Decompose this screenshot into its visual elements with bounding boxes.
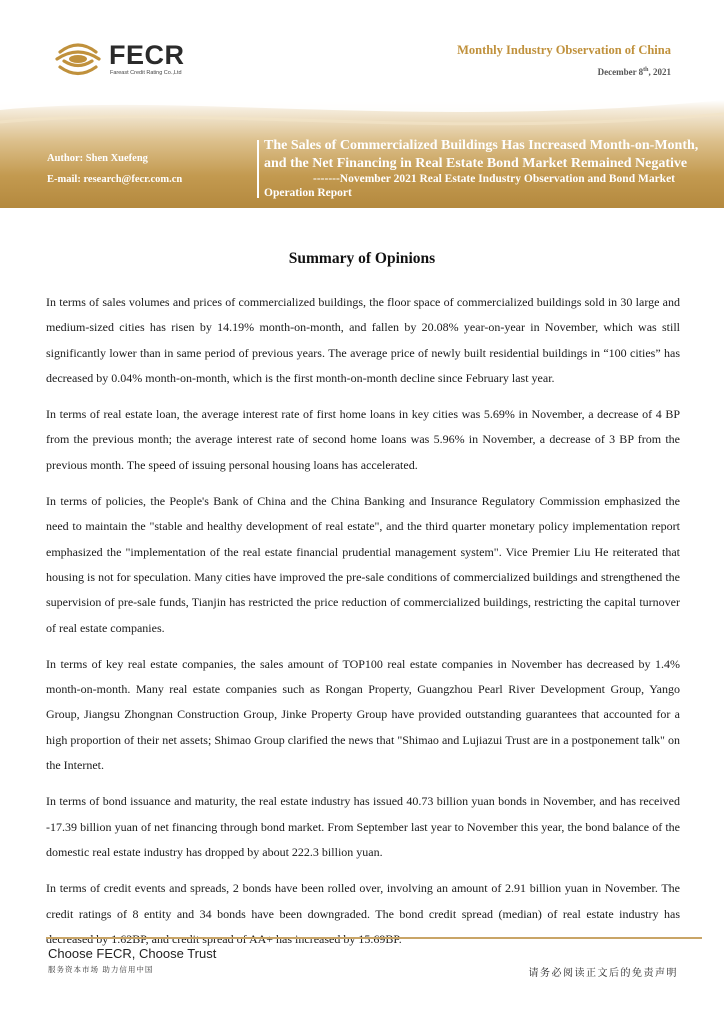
- logo-wordmark: FECR: [109, 40, 185, 70]
- report-subtitle-line-2: Operation Report: [264, 187, 352, 199]
- banner-divider: [257, 140, 259, 198]
- summary-heading: Summary of Opinions: [288, 250, 436, 267]
- paragraph-credit: In terms of credit events and spreads, 2 bonds have been rolled over, involving an amount of 2.91 billion yuan in November. The credit ratings of 8 entity and 34 bonds have been downgraded. The bond credit spread (median) of real estate industry has: [46, 881, 680, 921]
- paragraph-companies: In terms of key real estate companies, the sales amount of TOP100 real estate companies in November has decreased by 1.4% month-on-month. Many real estate companies such as Rongan Property, Guangzhou Pearl River Development Group, Yango Group, Jiangsu Zhongnan Construction Group, Jinke Property Group have provided outstanding guarantees that accounted for a high proportion of their net assets; Shimao Group clarified the news that "Shimao and Lujiazui Trust are in a postponement talk" on the Internet.: [46, 656, 680, 773]
- report-title-line-2: and the Net Financing in Real Estate Bond Market Remained Negative: [264, 156, 688, 171]
- paragraph-loans: In terms of real estate loan, the average interest rate of first home loans in key cities was 5.69% in November, a decrease of 4 BP from the previous month; the average interest rate of second home loans was 5.96% in November, a decrease of 3 BP from the previous month. The speed of issuing personal housing loans has accelerated.: [46, 407, 680, 472]
- fecr-logo: [54, 40, 214, 80]
- footer-slogan: Choose FECR, Choose Trust: [48, 946, 217, 961]
- fecr-logo-icon: [54, 40, 102, 78]
- footer-disclaimer: 请务必阅读正文后的免责声明: [528, 968, 678, 979]
- report-date: [598, 67, 671, 77]
- report-title-line-1: The Sales of Commercialized Buildings Has Increased Month-on-Month,: [264, 138, 699, 153]
- logo-subtitle: Fareast Credit Rating Co.,Ltd: [110, 70, 182, 76]
- paragraph-policies: In terms of policies, the People's Bank of China and the China Banking and Insurance Regulatory Commission emphasized the need to maintain the "stable and healthy development of real estate", and the third quarter monetary policy implementation report emphasized the "implementation of the real estate financial prudential management system". Vice Premier Liu He reiterated that housing is not for speculation. Many cities have improved the pre-sale conditions of commercialized buildings and strengthened the supervision of pre-sale funds, Tianjin has restricted the price reduction of commercialized buildings, restricting the capital turnover of real estate companies.: [46, 494, 680, 635]
- date-day: December 8: [597, 67, 644, 77]
- footer-slogan-chinese: 服务资本市场 助力信用中国: [48, 965, 154, 974]
- paragraph-bonds: In terms of bond issuance and maturity, the real estate industry has issued 40.73 billion yuan bonds in November, and has received -17.39 billion yuan of net financing through bond market. From September last year to November this year, the bond balance of the domestic real estate industry has dropped by about 222.3 billion yuan.: [46, 794, 680, 859]
- author-label: Author: Shen Xuefeng: [47, 153, 148, 164]
- paragraph-sales: In terms of sales volumes and prices of commercialized buildings, the floor space of commercialized buildings sold in 30 large and medium-sized cities has risen by 14.19% month-on-month, and fallen by 20.08% year-on-year in November, which was still significantly lower than in same period of previous years. The average price of newly built residential buildings in “100 cities” has decreased by 0.04% month-on-month, which is the first month-on-month decline since February last year.: [46, 295, 680, 385]
- date-year: , 2021: [648, 67, 671, 77]
- report-series: Monthly Industry Observation of China: [457, 43, 671, 57]
- footer-divider: [46, 937, 702, 939]
- date-suffix: th: [643, 67, 649, 73]
- email-label: E-mail: research@fecr.com.cn: [47, 174, 183, 185]
- report-subtitle-line-1: -------November 2021 Real Estate Industry Observation and Bond Market: [313, 173, 676, 185]
- summary-body: [46, 290, 680, 963]
